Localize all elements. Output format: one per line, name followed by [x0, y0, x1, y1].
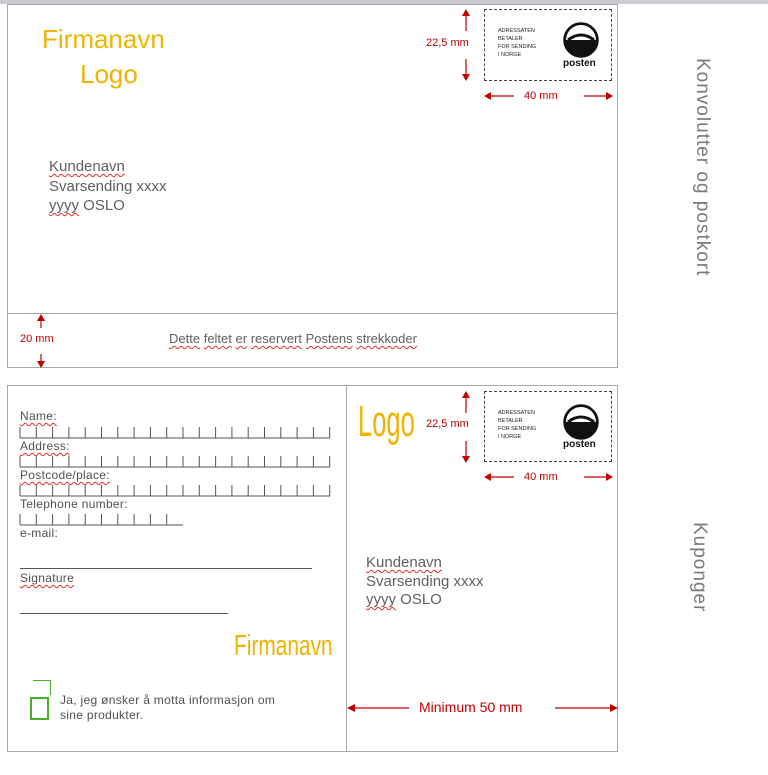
- side-label-envelope: Konvolutter og postkort: [692, 58, 713, 277]
- address-field[interactable]: [20, 456, 332, 468]
- consent-line2: sine produkter.: [60, 708, 144, 722]
- name-label: Name:: [20, 409, 57, 423]
- coupon-recipient-line3: yyyy OSLO: [366, 591, 442, 608]
- telephone-field[interactable]: [20, 514, 190, 526]
- envelope-height-label: 22,5 mm: [426, 37, 469, 49]
- coupon-company-name: Firmanavn: [234, 630, 333, 662]
- envelope-recipient-line2: Svarsending xxxx: [49, 178, 167, 195]
- consent-line1: Ja, jeg ønsker å motta informasjon om: [60, 693, 276, 707]
- envelope-stamp-text: ADRESSATEN BETALER FOR SENDING I NORGE: [498, 28, 537, 58]
- coupon-stamp-text: ADRESSATEN BETALER FOR SENDING I NORGE: [498, 410, 537, 440]
- barcode-height-label: 20 mm: [20, 333, 54, 345]
- coupon-logo: Logo: [358, 397, 415, 446]
- postcode-field[interactable]: [20, 485, 332, 497]
- coupon-recipient-line2: Svarsending xxxx: [366, 573, 484, 590]
- telephone-label: Telephone number:: [20, 497, 128, 511]
- signature-field[interactable]: [20, 613, 228, 614]
- posten-horn-icon: [563, 22, 599, 58]
- envelope-company-name: Firmanavn: [42, 24, 165, 54]
- coupon-stamp-brand: posten: [563, 439, 596, 450]
- envelope-logo: Logo: [80, 59, 138, 89]
- email-field[interactable]: [20, 568, 312, 569]
- posten-horn-icon: [563, 404, 599, 440]
- side-label-coupon: Kuponger: [689, 522, 710, 613]
- envelope-stamp-brand: posten: [563, 58, 596, 69]
- email-label: e-mail:: [20, 526, 59, 540]
- coupon-width-label: 40 mm: [524, 471, 558, 483]
- coupon-recipient-line1: Kundenavn: [366, 554, 442, 571]
- name-field[interactable]: [20, 427, 332, 439]
- coupon-postage-stamp: [484, 391, 612, 462]
- envelope-postage-stamp: [484, 9, 612, 81]
- coupon-height-label: 22,5 mm: [426, 418, 469, 430]
- address-label: Address:: [20, 439, 70, 453]
- postcode-label: Postcode/place:: [20, 468, 110, 482]
- consent-checkbox[interactable]: [30, 697, 49, 720]
- signature-label: Signature: [20, 571, 75, 585]
- envelope-recipient-line3: yyyy OSLO: [49, 197, 125, 214]
- minimum-width-label: Minimum 50 mm: [419, 699, 523, 715]
- coupon-divider: [346, 385, 347, 752]
- checkbox-decoration: [33, 680, 51, 695]
- barcode-zone-divider: [7, 313, 618, 314]
- envelope-width-label: 40 mm: [524, 90, 558, 102]
- envelope-recipient-line1: Kundenavn: [49, 158, 125, 175]
- barcode-reserved-text: Dette feltet er reservert Postens strekkoder: [169, 331, 417, 346]
